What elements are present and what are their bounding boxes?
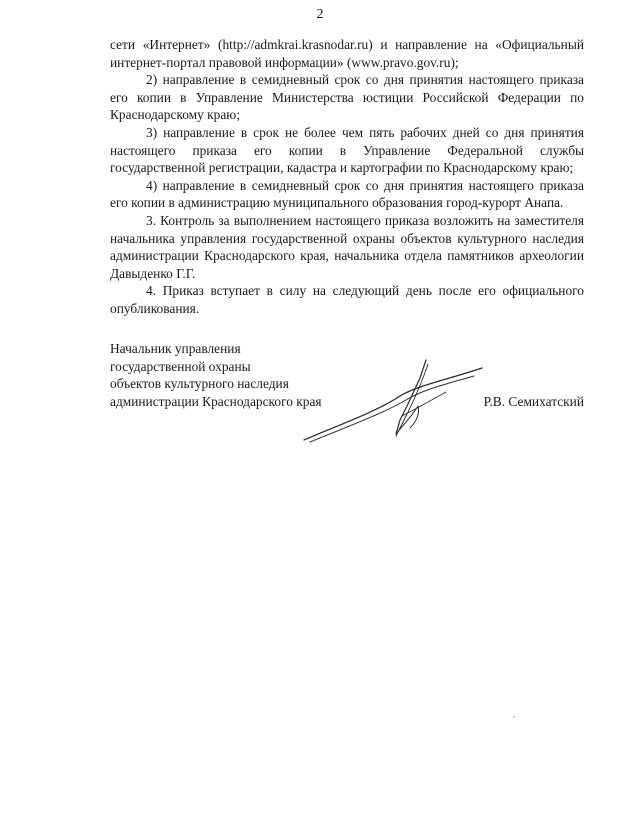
signatory-title-line: Начальник управления <box>110 341 241 356</box>
document-body <box>110 36 584 318</box>
signatory-title-line: администрации Краснодарского края <box>110 393 322 409</box>
handwritten-signature <box>296 356 486 448</box>
paragraph-item-4: 4) направление в семидневный срок со дня принятия настоящего приказа его копии в администрацию муниципального образования город-курорт Анапа. <box>110 177 584 211</box>
paragraph-item-3: 3) направление в срок не более чем пять рабочих дней со дня принятия настоящего приказа его копии в Управление Федеральной службы государственной регистрации, кадастра и картографии по Краснодарскому краю; <box>110 124 584 176</box>
paragraph-clause-3: 3. Контроль за выполнением настоящего приказа возложить на заместителя начальника управления государственной охраны объектов культурного наследия администрации Краснодарского края, начальника отдела памятников археологии Давыденко Г.Г. <box>110 212 584 281</box>
page-number: 2 <box>316 7 324 22</box>
signatory-title-line: объектов культурного наследия <box>110 376 289 392</box>
signatory-title-line: государственной охраны <box>110 358 251 374</box>
scan-artifact <box>513 716 515 718</box>
paragraph-continuation: сети «Интернет» (http://admkrai.krasnodar.ru) и направление на «Официальный интернет-портал правовой информации» (www.pravo.gov.ru); <box>110 37 584 70</box>
signatory-name: Р.В. Семихатский <box>483 393 584 409</box>
paragraph-clause-4: 4. Приказ вступает в силу на следующий день после его официального опубликования. <box>110 283 584 316</box>
paragraph-item-2: 2) направление в семидневный срок со дня принятия настоящего приказа его копии в Управление Министерства юстиции Российской Федерации по Краснодарскому краю; <box>110 72 584 123</box>
